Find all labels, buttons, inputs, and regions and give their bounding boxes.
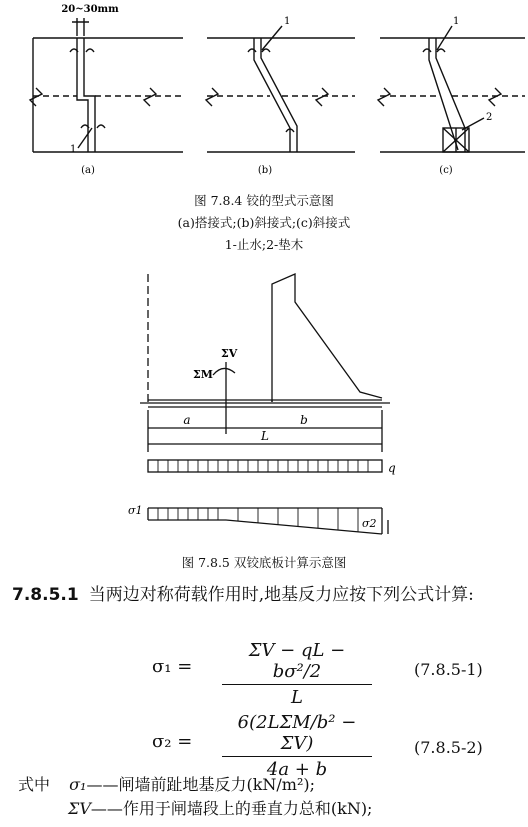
definition-row <box>18 773 315 797</box>
figure-7-8-5-caption: 图 7.8.5 双铰底板计算示意图 <box>181 555 347 570</box>
figure-7-8-4-subcaption: (a)搭接式;(b)斜接式;(c)斜接式 <box>177 215 351 230</box>
figure-7-8-4 <box>0 0 528 185</box>
figure-7-8-4-legend: 1-止水;2-垫木 <box>224 237 304 252</box>
eq1-denominator: L <box>291 687 303 708</box>
section-text: 当两边对称荷载作用时,地基反力应按下列公式计算: <box>88 585 474 605</box>
sum-m-label: ΣM <box>193 368 213 381</box>
eq1-lhs: σ₁ = <box>152 656 193 677</box>
label-1-c: 1 <box>453 16 460 27</box>
definition-text: ——作用于闸墙段上的垂直力总和(kN); <box>90 799 373 818</box>
q-label: q <box>388 461 396 475</box>
eq2-numerator: 6(2LΣM/b² − ΣV) <box>222 712 372 757</box>
definition-row <box>68 797 372 821</box>
dim-b-label: b <box>300 413 308 427</box>
sum-v-label: ΣV <box>221 347 238 360</box>
figure-7-8-4-caption: 图 7.8.4 铰的型式示意图 <box>194 193 334 208</box>
definition-prefix: 式中 <box>18 775 51 794</box>
label-1-a: 1 <box>70 144 77 155</box>
section-paragraph <box>12 582 517 609</box>
section-number: 7.8.5.1 <box>12 585 79 605</box>
dim-label: 20~30mm <box>61 4 119 15</box>
dim-L-label: L <box>261 429 269 443</box>
eq1-numerator: ΣV − qL − bσ²/2 <box>222 640 372 685</box>
subfig-a-label: (a) <box>81 165 95 176</box>
figure-7-8-5 <box>0 262 528 547</box>
definition-symbol: ΣV <box>68 799 91 818</box>
subfig-c-label: (c) <box>439 165 453 176</box>
definition-text: ——闸墙前趾地基反力(kN/m²); <box>86 775 316 794</box>
eq1-number: (7.8.5-1) <box>414 660 483 679</box>
eq2-fraction <box>222 712 372 780</box>
subfig-b-label: (b) <box>257 165 273 176</box>
dim-a-label: a <box>183 413 191 427</box>
eq2-lhs: σ₂ = <box>152 731 193 752</box>
eq2-denominator: 4a + b <box>266 759 328 780</box>
label-1-b: 1 <box>284 16 291 27</box>
definition-symbol: σ₁ <box>69 775 87 794</box>
sigma1-label: σ1 <box>128 504 143 517</box>
label-2-c: 2 <box>486 112 493 123</box>
eq1-fraction <box>222 640 372 708</box>
sigma2-label: σ2 <box>362 517 377 530</box>
eq2-number: (7.8.5-2) <box>414 738 483 757</box>
